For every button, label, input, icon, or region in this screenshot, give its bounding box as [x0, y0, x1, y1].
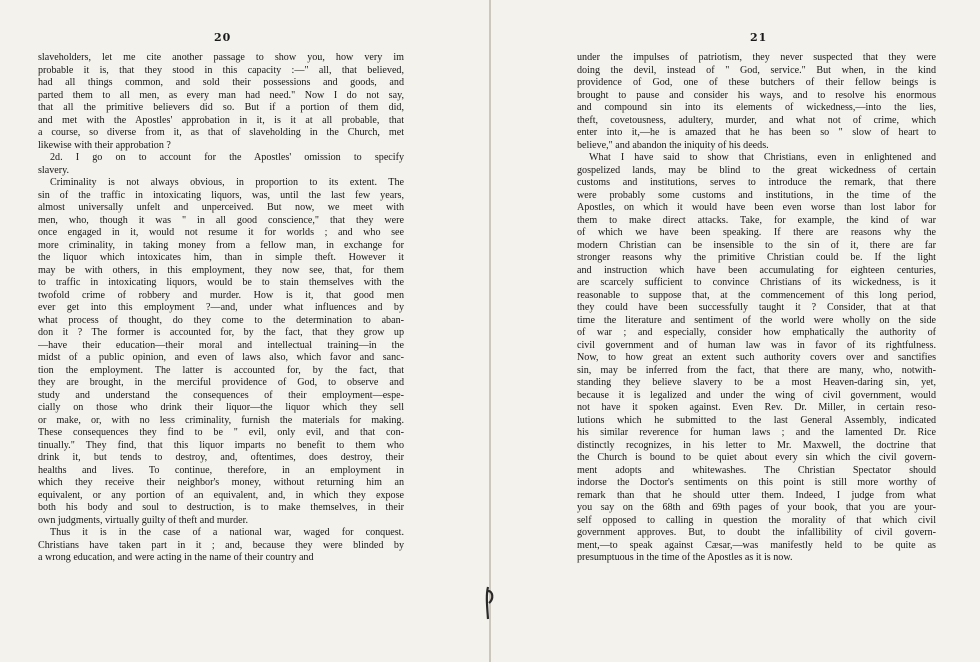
text-line: ever get into this employment ?—and, under what influences and by [38, 302, 404, 313]
text-line: standing they believe slavery to be a most Heaven-daring sin, yet, [577, 377, 936, 388]
text-line: time the literature and sentiment of the world were wholly on the side [577, 314, 936, 326]
text-line: 2d. I go on to account for the Apostles' omission to specify [50, 152, 404, 163]
text-line: a course, so diverse from it, as that of slaveholding in the Church, met [38, 127, 404, 138]
text-line: ment,—to speak against Cæsar,—was manifestly held to be quite as [577, 539, 936, 551]
text-line: theft, covetousness, adultery, murder, and what not of crime, which [577, 114, 936, 126]
text-line: Now, to how great an extent such authority covers over and sanctifies [577, 352, 936, 363]
text-line: had all things common, and sold their possessions and goods, and [38, 77, 404, 88]
text-line: and met with the Apostles' approbation in it, is it at all probable, that [38, 114, 404, 126]
text-line: cially on those who drink their liquor—the liquor which they sell [38, 402, 404, 413]
text-line: believe," and abandon the iniquity of his deeds. [577, 139, 769, 151]
text-line: and instruction which have been accumulating for eighteen centuries, [577, 264, 936, 276]
text-line: once engaged in it, would not resume it for worlds ; and who see [38, 227, 404, 238]
text-line: gospelized lands, may be blind to the great wickedness of certain [577, 164, 936, 176]
text-line: own judgments, virtually guilty of theft and murder. [38, 514, 248, 526]
text-line: customs and institutions, serves to introduce the remark, that there [577, 177, 936, 188]
page-number: 20 [214, 31, 232, 44]
text-line: to traffic in intoxicating liquors, would be to stain themselves with the [38, 277, 404, 288]
page-body-text [577, 52, 936, 565]
text-line: reasonable to suppose that, at the commencement of this long period, [577, 289, 936, 301]
text-line: civil government and of human law was in favor of its rightfulness. [577, 339, 936, 351]
text-line: midst of a public opinion, and even of laws also, which favor and sanc- [38, 352, 404, 363]
text-line: both his body and soul to destruction, is to make themselves, in their [38, 502, 404, 513]
text-line: not have it spoken against. Even Rev. Dr. Miller, in certain reso- [577, 402, 936, 413]
right-page [491, 0, 980, 662]
text-line: are scarcely sufficient to convince Christians of its wickedness, is it [577, 277, 936, 288]
text-line: presumptuous in the time of the Apostles as it is now. [577, 552, 793, 563]
text-line: lutions which he submitted to the last General Assembly, indicated [577, 414, 936, 426]
text-line: healths and lives. To continue, therefore, in an employment in [38, 464, 404, 476]
text-line: the liquor which intoxicates him, than in simple theft. However it [38, 252, 404, 263]
text-line: men, who, though it was " in all good conscience," that they were [38, 214, 404, 226]
text-line: These consequences they find to be " evil, only evil, and that con- [38, 427, 404, 438]
text-line: distinctly recognizes, in his letter to Mr. Maxwell, the doctrine that [577, 439, 936, 451]
text-line: slaveholders, let me cite another passage to show you, how very im [38, 52, 404, 63]
text-line: probable it is, that they stood in this capacity :—" all, that believed, [38, 64, 404, 76]
ink-mark-icon [483, 585, 497, 621]
text-line: a wrong education, and were acting in the name of their country and [38, 552, 314, 563]
text-line: government approves. But, to doubt the infallibility of civil govern- [577, 527, 936, 538]
text-line: of which we have been speaking. If there are reasons why the [577, 227, 936, 238]
text-line: may be with others, in this employment, they now see, that, for them [38, 264, 404, 276]
left-page [0, 0, 489, 662]
text-line: enter into it,—he is amazed that he has been so " slow of heart to [577, 127, 936, 138]
text-line: of war ; and especially, consider how emphatically the authority of [577, 327, 936, 338]
text-line: don it ? The former is accounted for, by the fact, that they grow up [38, 327, 404, 338]
text-line: twofold crime of robbery and murder. How is it, that good men [38, 289, 404, 301]
text-line: they could have been successfully taught it ? Consider, that at that [577, 302, 936, 313]
text-line: them to make direct attacks. Take, for example, the kind of war [577, 214, 936, 226]
page-number: 21 [750, 31, 768, 44]
text-line: —have their education—their moral and intellectual training—in the [38, 339, 404, 351]
text-line: drink it, but tends to destroy, and, oftentimes, does destroy, their [38, 452, 404, 463]
text-line: sin, may be inferred from the fact, that there are many, who, notwith- [577, 364, 936, 376]
text-line: parted them to all men, as every man had need." Now I do not say, [38, 89, 404, 101]
text-line: tinually." They find, that this liquor imparts no benefit to them who [38, 439, 404, 451]
text-line: the Church is bound to be quiet about every sin which the civil govern- [577, 452, 936, 463]
text-line: Criminality is not always obvious, in proportion to its extent. The [50, 177, 404, 188]
text-line: doing the devil, instead of " God, service." But when, in the kind [577, 64, 936, 76]
text-line: remark than that he should utter them. Indeed, I judge from what [577, 489, 936, 501]
text-line: under the impulses of patriotism, they never suspected that they were [577, 52, 936, 63]
text-line: Christians have taken part in it ; and, because they were blinded by [38, 539, 404, 551]
text-line: providence of God, one of these butchers of their fellow beings is [577, 77, 936, 88]
text-line: because it is legalized and under the wing of civil government, would [577, 389, 936, 401]
text-line: ment adopts and whitewashes. The Christian Spectator should [577, 464, 936, 476]
page-body-text [38, 52, 404, 565]
text-line: stronger reasons why the primitive Christian could be. If the light [577, 252, 936, 263]
text-line: modern Christian can be insensible to the sin of it, there are far [577, 239, 936, 251]
text-line: brought to pause and consider his ways, and to resolve his enormous [577, 89, 936, 101]
text-line: likewise with their approbation ? [38, 139, 171, 151]
text-line: you say on the 68th and 69th pages of your book, that you are your- [577, 502, 936, 513]
text-line: his similar reverence for human laws ; and the lamented Dr. Rice [577, 427, 936, 438]
text-line: Thus it is in the case of a national war, waged for conquest. [50, 527, 404, 538]
text-line: more criminality, in taking money from a fellow man, in exchange for [38, 239, 404, 251]
text-line: What I have said to show that Christians, even in enlightened and [589, 152, 936, 163]
text-line: tion the employment. The latter is accounted for, by the fact, that [38, 364, 404, 376]
text-line: which they receive their neighbor's money, without returning him an [38, 477, 404, 488]
text-line: equivalent, or any portion of an equivalent, and, in which they expose [38, 489, 404, 501]
text-line: were probably some customs and institutions, in the time of the [577, 189, 936, 201]
text-line: sin of the traffic in intoxicating liquors, was, until the last few years, [38, 189, 404, 201]
text-line: or make, or, with no less criminality, furnish the materials for making. [38, 414, 404, 426]
text-line: that all the primitive believers did so. But if a portion of them did, [38, 102, 404, 113]
text-line: almost universally unfelt and unperceived. But now, we meet with [38, 202, 404, 213]
text-line: they are brought, in the merciful providence of God, to observe and [38, 377, 404, 388]
text-line: indorse the Doctor's sentiments on this point is still more worthy of [577, 477, 936, 488]
text-line: self opposed to calling in question the morality of that which civil [577, 514, 936, 526]
text-line: Apostles, on which it would have been even worse than lost labor for [577, 202, 936, 213]
text-line: slavery. [38, 164, 70, 176]
text-line: what process of thought, do they come to the determination to aban- [38, 314, 404, 326]
text-line: and compound sin into its elements of wickedness,—into the lies, [577, 102, 936, 113]
text-line: study and understand the consequences of their employment—espe- [38, 389, 404, 401]
